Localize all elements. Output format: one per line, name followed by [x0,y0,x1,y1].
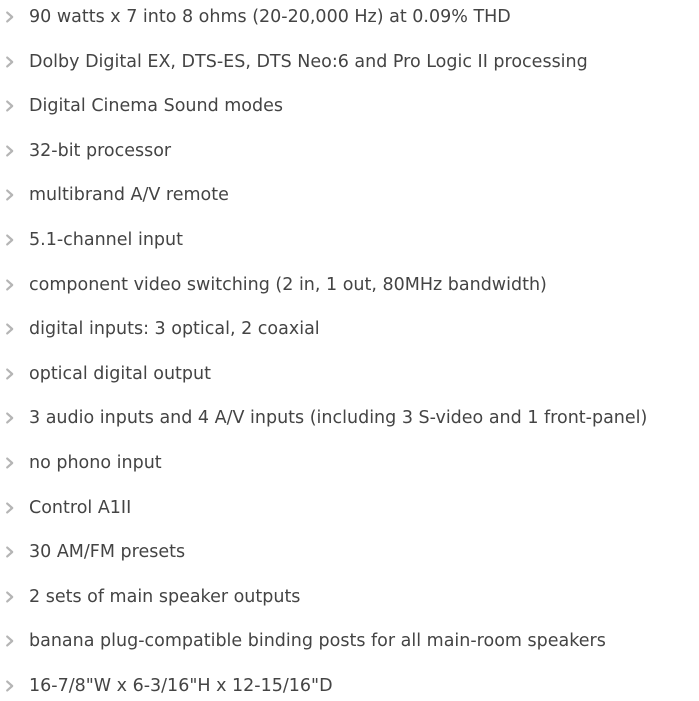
list-item [0,47,699,77]
chevron-right-icon [5,591,15,603]
list-item [0,359,699,389]
chevron-right-icon [5,635,15,647]
list-item [0,493,699,523]
list-item [0,136,699,166]
list-item-text: multibrand A/V remote [29,185,229,206]
list-item [0,270,699,300]
list-item [0,91,699,121]
list-item [0,626,699,656]
list-item [0,225,699,255]
list-item-text: no phono input [29,453,162,473]
chevron-right-icon [5,145,15,157]
list-item [0,537,699,567]
list-item-text: 2 sets of main speaker outputs [29,586,301,607]
list-item-text: optical digital output [29,363,211,384]
list-item-text: digital inputs: 3 optical, 2 coaxial [29,319,320,340]
list-item [0,180,699,210]
list-item-text: 30 AM/FM presets [29,542,186,563]
chevron-right-icon [5,680,15,692]
list-item [0,671,699,701]
chevron-right-icon [5,323,15,335]
list-item-text: 3 audio inputs and 4 A/V inputs (including 3 S-video and 1 front-panel) [29,408,648,429]
list-item-text: 90 watts x 7 into 8 ohms (20-20,000 Hz) at 0.09% THD [29,7,511,27]
list-item [0,448,699,478]
chevron-right-icon [5,412,15,424]
list-item-text: Dolby Digital EX, DTS-ES, DTS Neo:6 and Pro Logic II processing [29,51,588,72]
chevron-right-icon [5,56,15,68]
chevron-right-icon [5,279,15,291]
list-item [0,582,699,612]
chevron-right-icon [5,100,15,112]
chevron-right-icon [5,502,15,514]
list-item-text: Digital Cinema Sound modes [29,96,284,117]
chevron-right-icon [5,368,15,380]
list-item-text: component video switching (2 in, 1 out, 80MHz bandwidth) [29,274,547,295]
list-item-text: 16-7/8"W x 6-3/16"H x 12-15/16"D [29,676,333,696]
list-item [0,2,699,32]
list-item [0,314,699,344]
chevron-right-icon [5,457,15,469]
chevron-right-icon [5,11,15,23]
chevron-right-icon [5,234,15,246]
chevron-right-icon [5,546,15,558]
list-item-text: Control A1II [29,497,132,518]
list-item-text: banana plug-compatible binding posts for all main-room speakers [29,631,606,652]
list-item-text: 5.1-channel input [29,230,183,250]
chevron-right-icon [5,189,15,201]
list-item [0,403,699,433]
list-item-text: 32-bit processor [29,140,172,161]
